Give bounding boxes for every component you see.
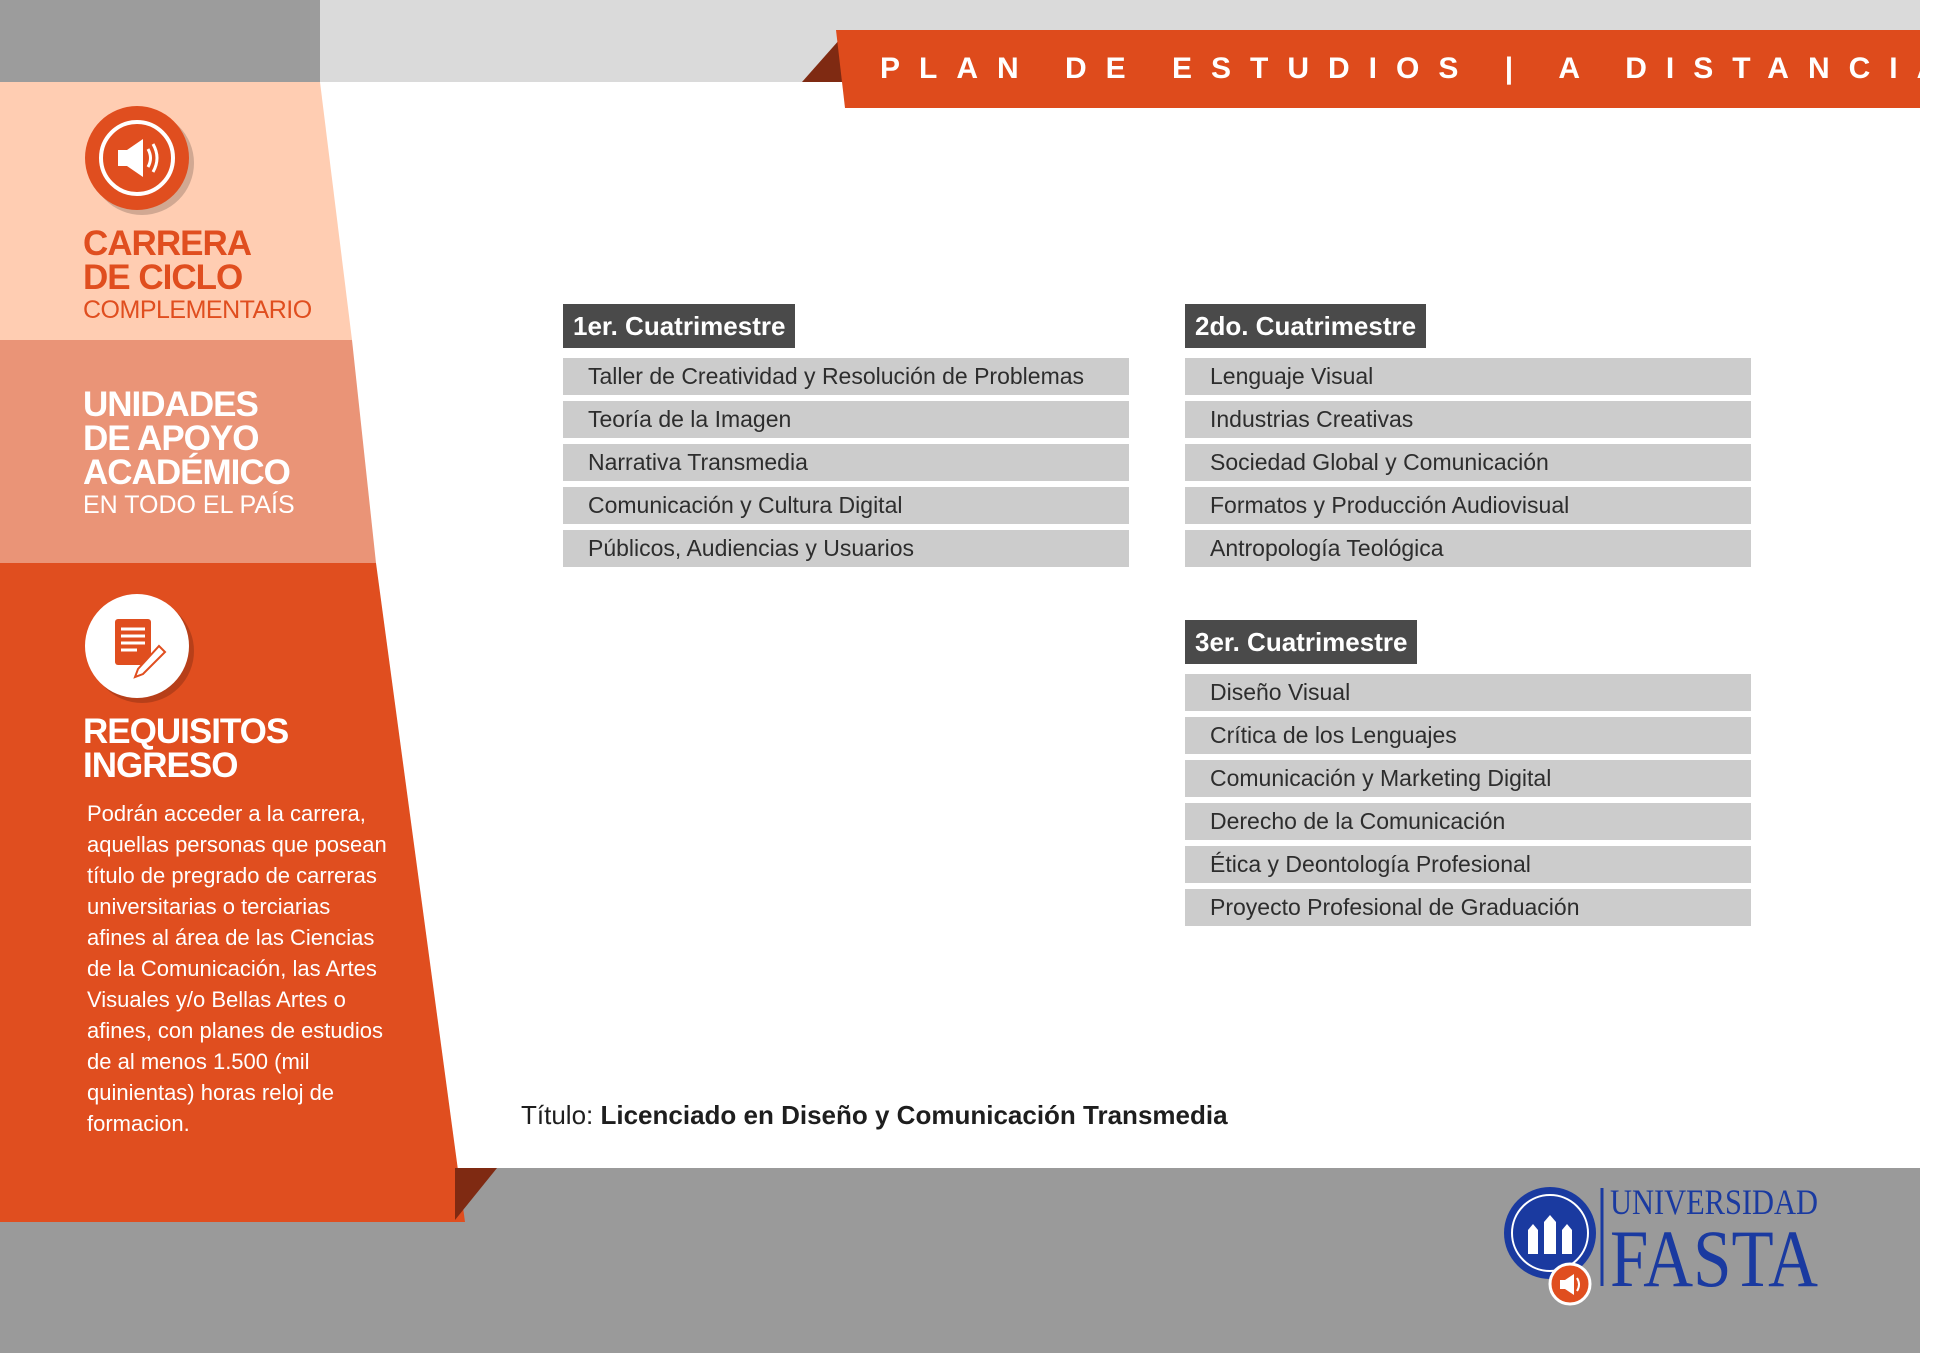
requirements-text xyxy=(87,798,387,1139)
university-logo xyxy=(1498,1178,1828,1313)
degree-title xyxy=(521,1100,1228,1131)
course-item: Sociedad Global y Comunicación xyxy=(1185,444,1751,481)
semester-3 xyxy=(1185,620,1751,932)
requirements-heading xyxy=(83,712,289,785)
megaphone-icon xyxy=(85,106,189,210)
support-line-2: DE APOYO xyxy=(83,419,259,458)
course-item: Proyecto Profesional de Graduación xyxy=(1185,889,1751,926)
career-block xyxy=(83,224,312,325)
requirements-text-line: Podrán acceder a la carrera, xyxy=(87,801,366,826)
semester-2 xyxy=(1185,304,1751,573)
course-item: Derecho de la Comunicación xyxy=(1185,803,1751,840)
requirements-text-line: universitarias o terciarias xyxy=(87,894,331,919)
semester-2-title: 2do. Cuatrimestre xyxy=(1185,304,1426,348)
course-item: Industrias Creativas xyxy=(1185,401,1751,438)
requirements-text-line: Visuales y/o Bellas Artes o xyxy=(87,987,346,1012)
logo-line-1: UNIVERSIDAD xyxy=(1610,1182,1818,1222)
semester-3-title: 3er. Cuatrimestre xyxy=(1185,620,1417,664)
degree-label: Título: xyxy=(521,1100,594,1130)
course-item: Comunicación y Marketing Digital xyxy=(1185,760,1751,797)
career-line-2: DE CICLO xyxy=(83,258,243,297)
course-item: Antropología Teológica xyxy=(1185,530,1751,567)
support-line-1: UNIDADES xyxy=(83,385,258,424)
document-pencil-icon xyxy=(85,594,189,698)
support-line-4: EN TODO EL PAÍS xyxy=(83,491,295,519)
course-item: Comunicación y Cultura Digital xyxy=(563,487,1129,524)
course-item: Formatos y Producción Audiovisual xyxy=(1185,487,1751,524)
course-item: Ética y Deontología Profesional xyxy=(1185,846,1751,883)
course-item: Lenguaje Visual xyxy=(1185,358,1751,395)
semester-1 xyxy=(563,304,1129,573)
degree-value: Licenciado en Diseño y Comunicación Transmedia xyxy=(600,1100,1228,1130)
banner-title: PLAN DE ESTUDIOS | A DISTANCIA xyxy=(880,52,1957,85)
requirements-text-line: aquellas personas que posean xyxy=(87,832,387,857)
course-item: Narrativa Transmedia xyxy=(563,444,1129,481)
course-item: Teoría de la Imagen xyxy=(563,401,1129,438)
support-line-3: ACADÉMICO xyxy=(83,453,290,492)
requirements-text-line: afines, con planes de estudios xyxy=(87,1018,383,1043)
requirements-text-line: afines al área de las Ciencias xyxy=(87,925,375,950)
course-item: Crítica de los Lenguajes xyxy=(1185,717,1751,754)
requirements-text-line: quinientas) horas reloj de xyxy=(87,1080,335,1105)
requirements-text-line: de al menos 1.500 (mil xyxy=(87,1049,310,1074)
career-line-3: COMPLEMENTARIO xyxy=(83,296,312,324)
logo-line-2: FASTA xyxy=(1610,1213,1818,1304)
requirements-text-line: título de pregrado de carreras xyxy=(87,863,377,888)
requirements-text-line: formacion. xyxy=(87,1111,190,1136)
course-item: Taller de Creatividad y Resolución de Problemas xyxy=(563,358,1129,395)
requirements-line-1: REQUISITOS xyxy=(83,712,289,751)
course-item: Públicos, Audiencias y Usuarios xyxy=(563,530,1129,567)
career-line-1: CARRERA xyxy=(83,224,251,263)
top-band-dark xyxy=(0,0,320,82)
support-block xyxy=(83,385,295,520)
semester-1-title: 1er. Cuatrimestre xyxy=(563,304,795,348)
requirements-text-line: de la Comunicación, las Artes xyxy=(87,956,377,981)
requirements-line-2: INGRESO xyxy=(83,746,238,785)
course-item: Diseño Visual xyxy=(1185,674,1751,711)
